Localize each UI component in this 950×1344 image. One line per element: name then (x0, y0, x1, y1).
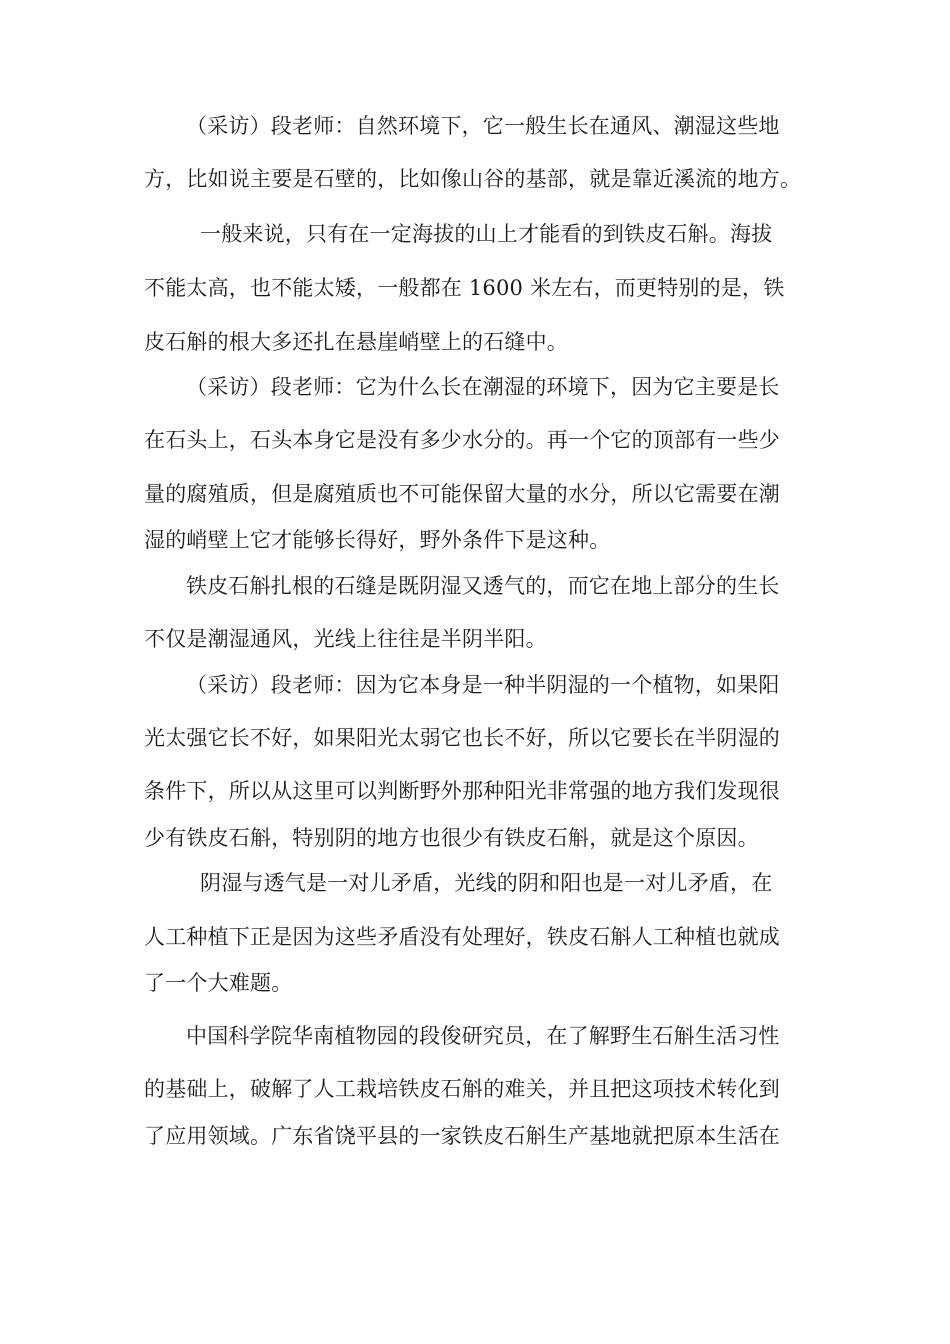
text-line: 不仅是潮湿通风，光线上往往是半阴半阳。 (144, 627, 547, 651)
text-line: 了一个大难题。 (144, 971, 293, 995)
text-line: （采访）段老师：自然环境下，它一般生长在通风、潮湿这些地 (186, 114, 780, 138)
text-line: （采访）段老师：因为它本身是一种半阴湿的一个植物，如果阳 (186, 673, 780, 697)
text-line: 人工种植下正是因为这些矛盾没有处理好，铁皮石斛人工种植也就成 (144, 925, 780, 949)
text-line: 不能太高，也不能太矮，一般都在 1600 米左右，而更特别的是，铁 (144, 276, 785, 300)
text-line: 了应用领域。广东省饶平县的一家铁皮石斛生产基地就把原本生活在 (144, 1124, 780, 1148)
text-line: 方，比如说主要是石壁的，比如像山谷的基部，就是靠近溪流的地方。 (144, 167, 802, 191)
text-line: 一般来说，只有在一定海拔的山上才能看的到铁皮石斛。海拔 (200, 222, 773, 246)
text-line: 量的腐殖质，但是腐殖质也不可能保留大量的水分，所以它需要在潮 (144, 482, 780, 506)
text-line: 条件下，所以从这里可以判断野外那种阳光非常强的地方我们发现很 (144, 779, 780, 803)
text-line: 在石头上，石头本身它是没有多少水分的。再一个它的顶部有一些少 (144, 428, 780, 452)
text-line: 阴湿与透气是一对儿矛盾，光线的阴和阳也是一对儿矛盾，在 (200, 871, 773, 895)
text-line: 湿的峭壁上它才能够长得好，野外条件下是这种。 (144, 528, 611, 552)
text-line: （采访）段老师：它为什么长在潮湿的环境下，因为它主要是长 (186, 375, 780, 399)
text-line: 的基础上，破解了人工栽培铁皮石斛的难关，并且把这项技术转化到 (144, 1077, 780, 1101)
text-line: 少有铁皮石斛，特别阴的地方也很少有铁皮石斛，就是这个原因。 (144, 826, 759, 850)
text-line: 光太强它长不好，如果阳光太弱它也长不好，所以它要长在半阴湿的 (144, 726, 780, 750)
text-line: 铁皮石斛扎根的石缝是既阴湿又透气的，而它在地上部分的生长 (186, 574, 780, 598)
text-line: 皮石斛的根大多还扎在悬崖峭壁上的石缝中。 (144, 330, 568, 354)
text-line: 中国科学院华南植物园的段俊研究员，在了解野生石斛生活习性 (186, 1024, 780, 1048)
